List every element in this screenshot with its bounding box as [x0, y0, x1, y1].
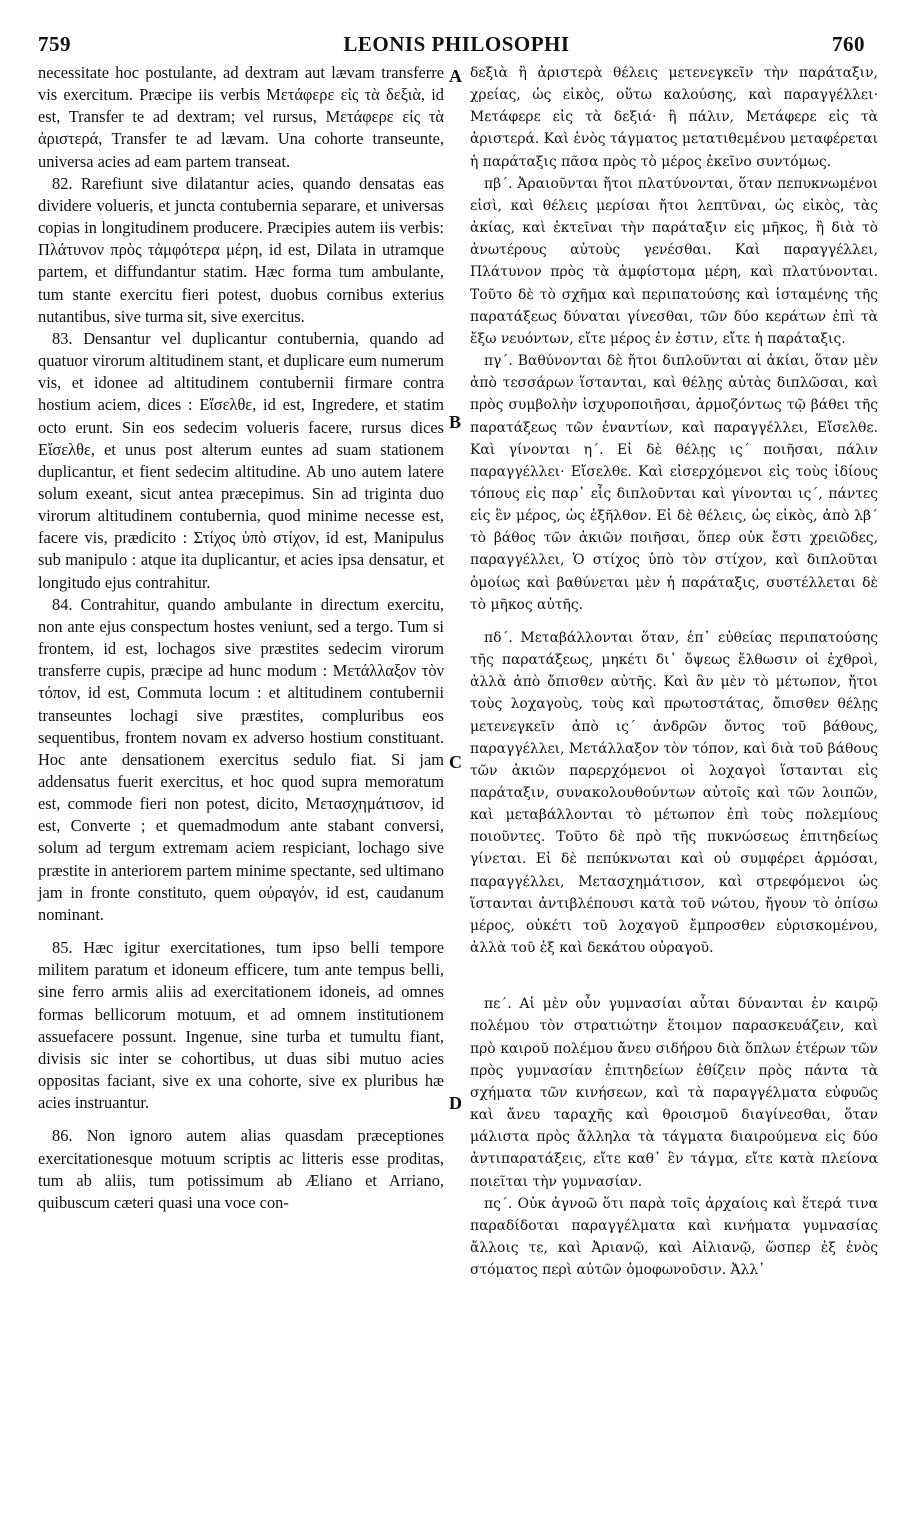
page-number-left: 759	[38, 32, 71, 56]
latin-column	[38, 62, 444, 1214]
greek-paragraph-82: πβ΄. Ἀραιοῦνται ἤτοι πλατύνονται, ὅταν πεπυκνωμένοι εἰσὶ, καὶ θέλεις μερίσαι ἤτοι λεπτῦναι, ὡς εἰκὸς, τὰς ἀκίας, καὶ ἐκτεῖναι τὴν παράταξιν εἰς μῆκος, ἢ διὰ τὸ ἀνωτέρους αὐτοὺς γενέσθαι. Καὶ παραγγέλλει, Πλάτυνον πρὸς τὰ ἀμφίστομα μέρη, καὶ πλατύνονται. Τοῦτο δὲ τὸ σχῆμα καὶ περιπατούσης καὶ ἱσταμένης τῆς παρατάξεως δύναται γίνεσθαι, τῶν δύο κεράτων ἐπὶ τὰ ἔξω νευόντων, εἴτε μέρος ἐν ἐστιν, εἴτε ἡ παράταξις.	[470, 175, 878, 347]
latin-paragraph-84: 84. Contrahitur, quando ambulante in directum exercitu, non ante ejus conspectum hostes veniunt, sed a tergo. Tum si frontem, id est, lochagos sive præstites sedecim virorum transferre cupis, præcipe ad hunc modum : Μετάλλαξον τὸν τόπον, id est, Commuta locum : et altitudinem contubernii transeuntes lochagi sive præstites, compluribus eos sequentibus, frontem novam ex adverso hostium constituant. Hoc ante densationem exercitus sedulo fiat. Si jam addensatus fuerit exercitus, et hoc quod supra memoratum est, commode fieri non potest, dicito, Μετασχημάτισον, id est, Converte ; et quemadmodum ante stabant conversi, solum ad tergum extremam aciem respiciant, lochago sive præstite in anteriorem partem minime spectante, sed ultimano jam in fronte constituto, quem οὐραγόν, id est, caudanum nominant.	[38, 594, 444, 924]
section-marker-c: C	[449, 752, 462, 772]
greek-column	[470, 62, 878, 1281]
greek-paragraph-84: πδ΄. Μεταβάλλονται ὅταν, ἐπ᾽ εὐθείας περιπατούσης τῆς παρατάξεως, μηκέτι δι᾽ ὄψεως ἔλθωσιν οἱ ἐχθροὶ, ἀλλὰ ἀπὸ ὄπισθεν αὐτῆς. Καὶ ἂν μὲν τὸ μέτωπον, ἤτοι τοὺς λοχαγοὺς, τοὺς καὶ πρωτοστάτας, ὄπισθεν θέλῃς μετενεγκεῖν ἀπὸ ις΄ ἀνδρῶν ὄντος τοῦ βάθους, παραγγέλλει, Μετάλλαξον τὸν τόπον, καὶ διὰ τοῦ βάθους τῶν ἀκιῶν παρερχόμενοι οἱ λοχαγοὶ ἵστανται εἰς παράταξιν, συνακολουθούντων αὐτοῖς καὶ τῶν λοιπῶν, καὶ μεταβάλλονται τὸ μέτωπον ἐπὶ τοὺς πολεμίους ποιοῦντες. Τοῦτο δὲ πρὸ τῆς πυκνώσεως ἐπιτηδείως γίνεται. Εἰ δὲ πεπύκνωται καὶ οὐ συμφέρει ἁρμόσαι, παραγγέλλει, Μετασχημάτισον, καὶ στρεφόμενοι ὡς ἵστανται ἀντιβλέπουσι κατὰ τοῦ νώτου, ἤγουν τὸ ὀπίσω μέρος, οὐκέτι τοῦ λοχαγοῦ ἔμπροσθεν εὑρισκομένου, ἀλλὰ τοῦ ἐξ καὶ δεκάτου οὐραγοῦ.	[470, 629, 878, 957]
latin-paragraph-continued: necessitate hoc postulante, ad dextram aut lævam transferre vis exercitum. Præcipe iis verbis Μετάφερε εἰς τὰ δεξιὰ, id est, Transfer te ad dextram; vel rursus, Μετάφερε εἰς τὰ ἀριστερά, Transfer te ad lævam. Una cohorte transeunte, universa acies ad eam partem transeat.	[38, 63, 444, 171]
latin-paragraph-83: 83. Densantur vel duplicantur contubernia, quando ad quatuor virorum altitudinem stant, et duplicare eum numerum vis, et idonee ad altitudinem contubernii firmare contra hostium aciem, dices : Εἴσελθε, id est, Ingredere, et statim octo erunt. Sin eos sedecim volueris facere, rursus dices Εἴσελθε, et unus post alterum euntes ad suam stationem duplicantur, et fient sedecim altitudine. Ab uno autem latere solum exeant, sicut antea præcepimus. Sin ad triginta duo virorum altitudinem contubernia, quod minime necesse est, facere vis, prædicito : Στίχος ὑπὸ στίχον, id est, Manipulus sub manipulo : atque ita duplicantur, et acies ipsa densatur, et longitudo ejus contrahitur.	[38, 328, 444, 592]
greek-paragraph-86: πς΄. Οὐκ ἀγνοῶ ὅτι παρὰ τοῖς ἀρχαίοις καὶ ἕτερά τινα παραδίδοται παραγγέλματα καὶ κινήματα γυμνασίας ἄλλοις τε, καὶ Ἀριανῷ, καὶ Αἰλιανῷ, ὥσπερ ἐξ ἑνὸς στόματος περὶ αὐτῶν ὁμοφωνοῦσιν. Ἀλλ᾽	[470, 1195, 878, 1279]
page-number-right: 760	[832, 32, 865, 56]
running-title: LEONIS PHILOSOPHI	[343, 32, 570, 56]
section-marker-b: B	[449, 412, 462, 432]
section-marker-d: D	[449, 1093, 462, 1113]
latin-paragraph-85: 85. Hæc igitur exercitationes, tum ipso belli tempore militem paratum et idoneum efficere, tum ante tempus belli, sine ferro armis aliis ad exercitationem idoneis, ad omnes formas bellicorum motuum, et ad omnem institutionem assuefacere possunt. Ingenue, sine turba et tumultu fiant, divisis sic inter se cohortibus, ut duas sibi mutuo acies oppositas faciant, sive ex una cohorte, sive ex pluribus hæ acies instruantur.	[38, 938, 444, 1113]
section-marker-a: A	[449, 66, 462, 86]
greek-paragraph-85: πε΄. Αἱ μὲν οὖν γυμνασίαι αὗται δύνανται ἐν καιρῷ πολέμου τὸν στρατιώτην ἕτοιμον παρασκευάζειν, καὶ πρὸ καιροῦ πολέμου ἄνευ σιδήρου διὰ ὅπλων ἑτέρων τῶν πρὸς γυμνασίαν ἐπιτηδείων ἐθίζειν πρὸς πάντα τὰ σχήματα τῶν κινήσεων, καὶ τὰ παραγγέλματα εὐφυῶς καὶ ἄνευ ταραχῆς καὶ θροισμοῦ διαγίνεσθαι, ὅταν μάλιστα πρὸς ἄλληλα τὰ τάγματα διαιρούμενα εἰς δύο ἀντιπαρατάξεις, εἴτε καθ᾽ ἓν τάγμα, εἴτε κατὰ πλείονα ποιεῖται τὴν γυμνασίαν.	[470, 996, 878, 1190]
latin-paragraph-82: 82. Rarefiunt sive dilatantur acies, quando densatas eas dividere volueris, et juncta contubernia separare, et universas copias in longitudinem producere. Præcipies autem iis verbis: Πλάτυνον πρὸς τἀμφότερα μέρη, id est, Dilata in utramque partem, et diffundantur statim. Hæc forma tum ambulante, tum stante exercitu fieri potest, duobus cornibus exterius nutantibus, sive turma sit, sive exercitus.	[38, 173, 444, 326]
greek-paragraph-continued: δεξιὰ ἢ ἀριστερὰ θέλεις μετενεγκεῖν τὴν παράταξιν, χρείας, ὡς εἰκὸς, οὕτω καλούσης, καὶ παραγγέλλει· Μετάφερε εἰς τὰ δεξιά· ἢ πάλιν, Μετάφερε εἰς τὰ ἀριστερά. Καὶ ἑνὸς τάγματος μετατιθεμένου μεταφέρεται ἡ παράταξις πᾶσα πρὸς τὸ μέρος ἐκεῖνο συντόμως.	[470, 65, 878, 170]
greek-paragraph-83: πγ΄. Βαθύνονται δὲ ἤτοι διπλοῦνται αἱ ἀκίαι, ὅταν μὲν ἀπὸ τεσσάρων ἵστανται, καὶ θέλῃς αὐτὰς διπλῶσαι, καὶ πρὸς συμβολὴν ἰσχυροποιῆσαι, ἁρμοζόντως τῷ βάθει τῆς παρατάξεως τῶν ἐναντίων, καὶ παραγγέλλει, Εἴσελθε. Καὶ γίνονται η΄. Εἰ δὲ θέλῃς ις΄ ποιῆσαι, πάλιν παραγγέλλει· Εἴσελθε. Καὶ εἰσερχόμενοι εἰς τοὺς ἰδίους τόπους εἰς παρ᾽ εἷς διπλοῦνται καὶ γίνονται ις΄, πάντες εἰς ἓν μέρος, ὡς ἐξῆλθον. Εἰ δὲ θέλεις, ὡς εἰκὸς, ἀπὸ λβ΄ τὸ βάθος τῶν ἀκιῶν ποιῆσαι, ὅπερ οὐκ ἔστι χρειῶδες, παραγγέλλει, Ὁ στίχος ὑπὸ τὸν στίχον, καὶ διπλοῦται ὁμοίως καὶ βαθύνεται μὲν ἡ παράταξις, συστέλλεται δὲ τὸ μῆκος αὐτῆς.	[470, 353, 878, 613]
latin-paragraph-86: 86. Non ignoro autem alias quasdam præceptiones exercitationesque motuum scriptis ac litteris esse proditas, tum ab aliis, tum potissimum ab Æliano et Arriano, quibuscum cæteri quasi una voce con-	[38, 1126, 444, 1212]
